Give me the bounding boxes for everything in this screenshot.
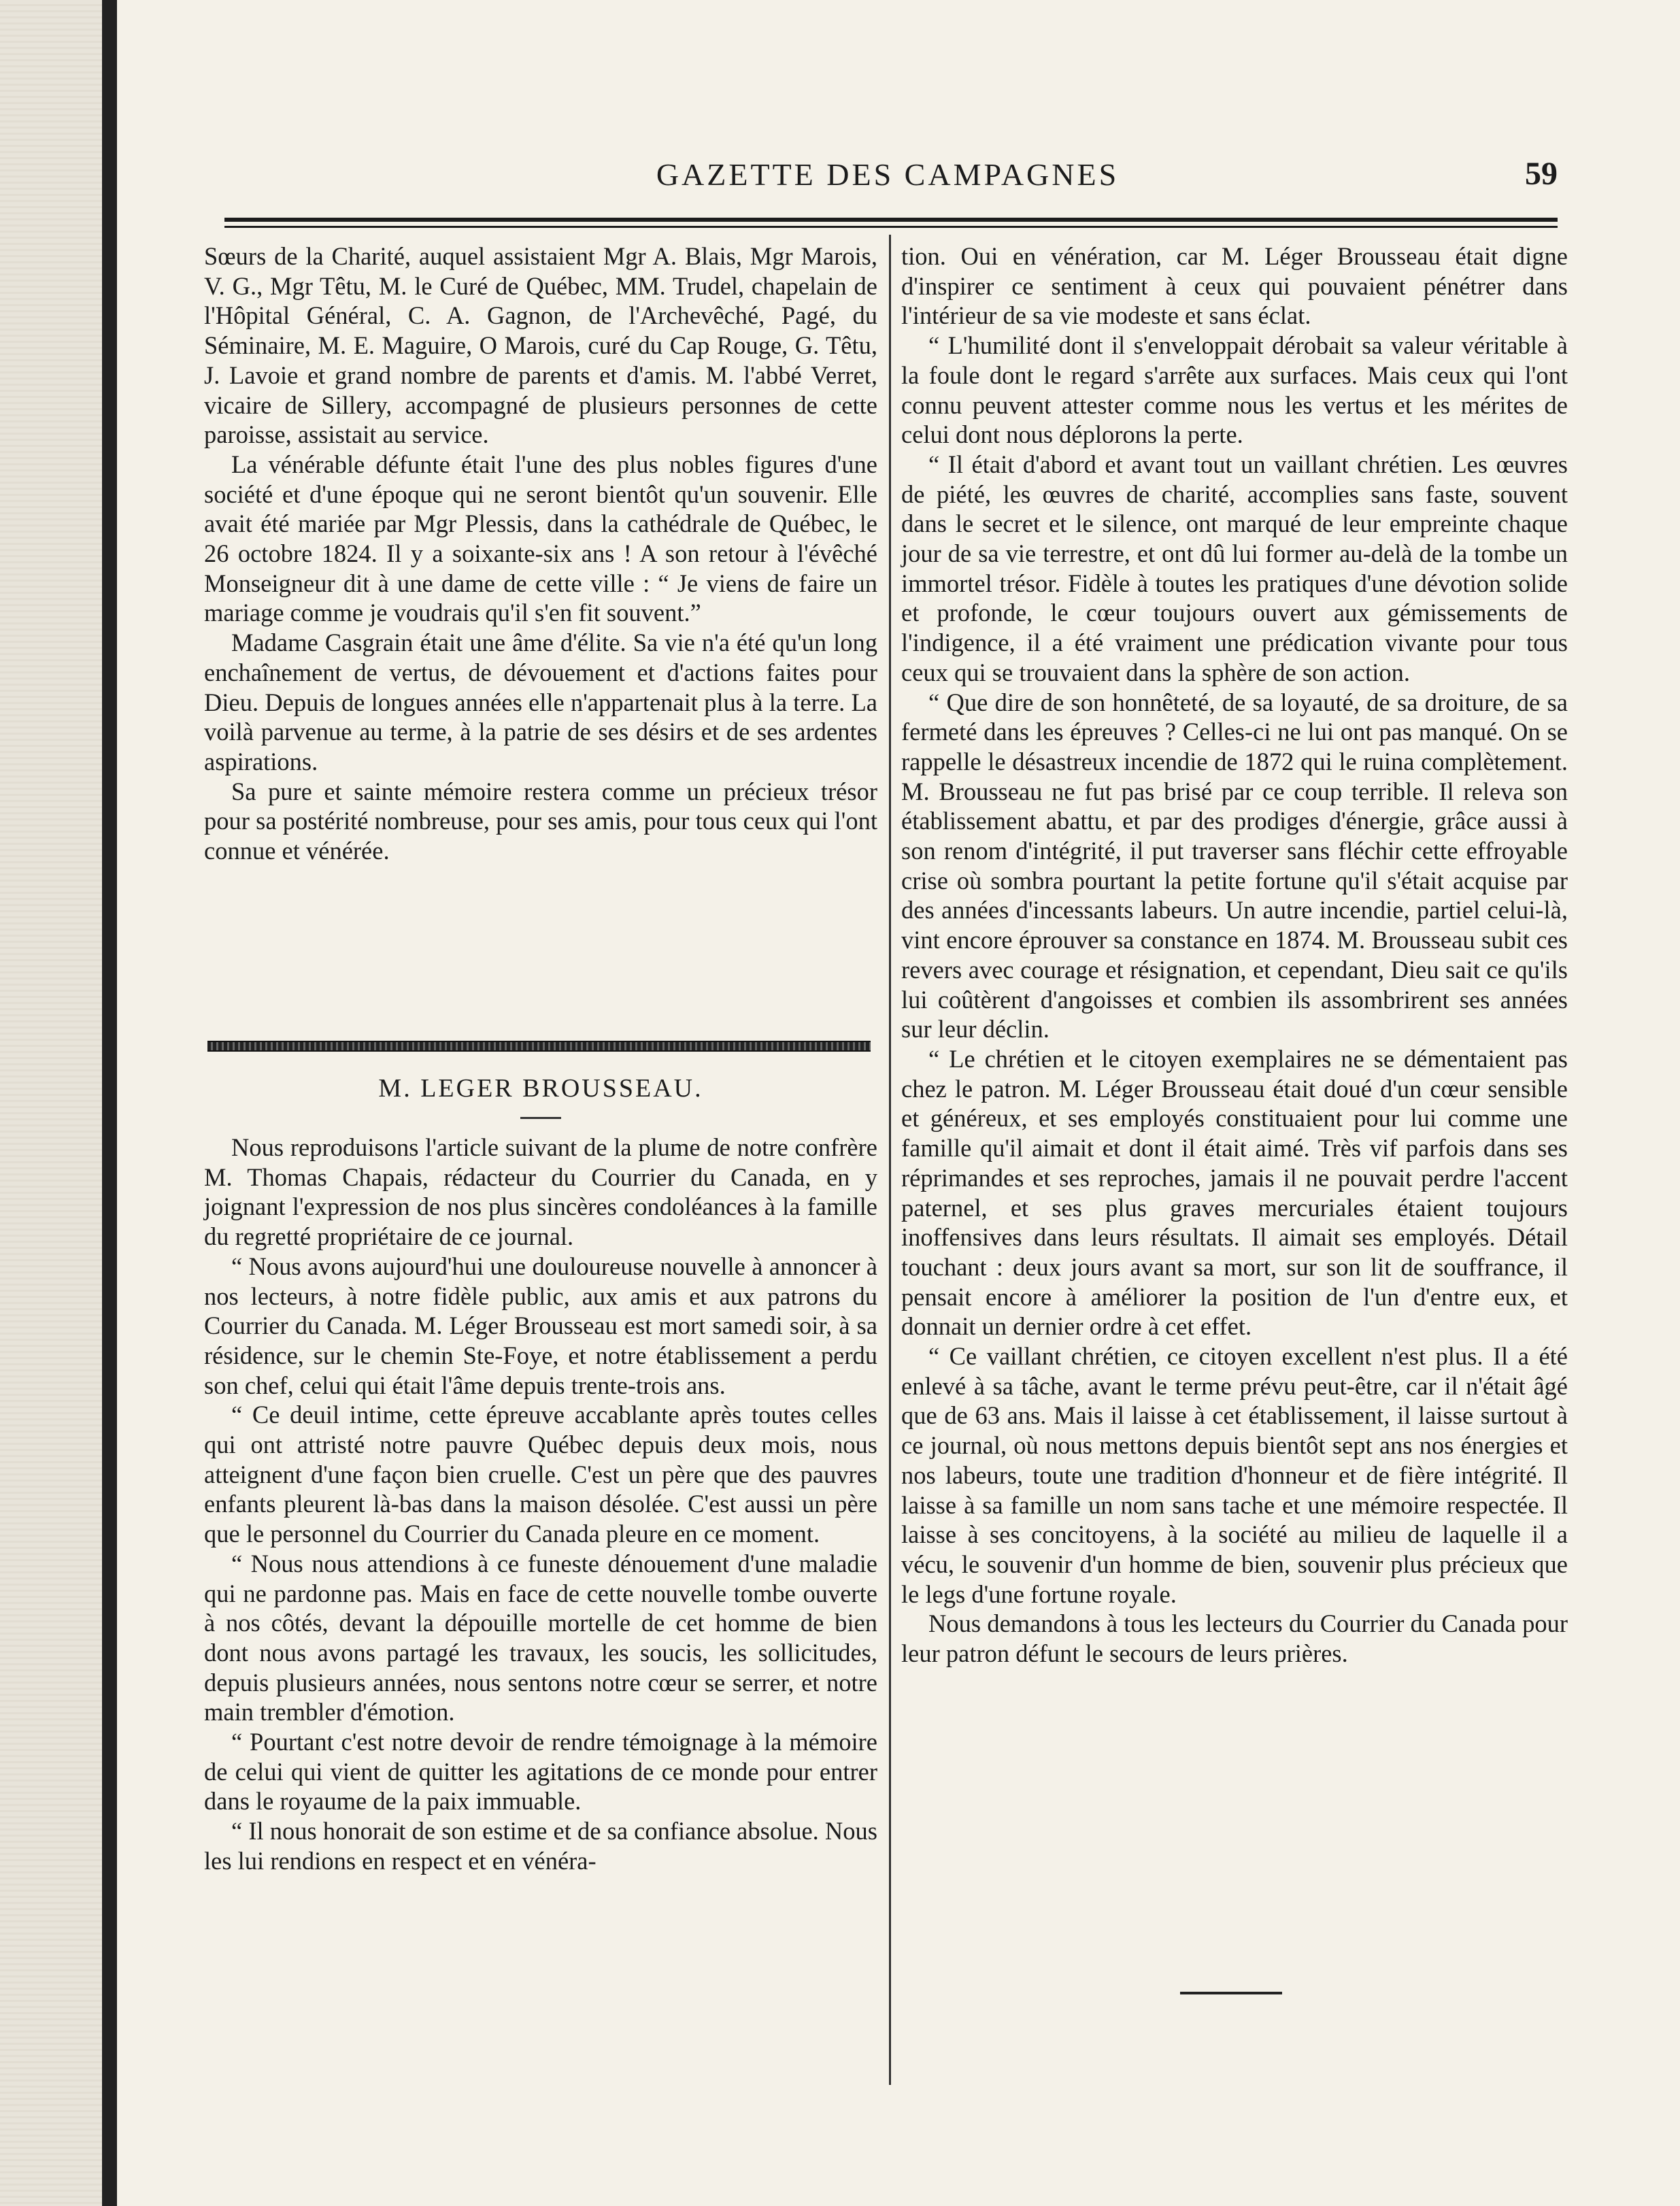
paragraph: “ Il nous honorait de son estime et de sa confiance absolue. Nous les lui rendions en respect et en vénéra-: [204, 1817, 877, 1875]
right-column: [901, 241, 1568, 1669]
paragraph: tion. Oui en vénération, car M. Léger Brousseau était digne d'inspirer ce sentiment à ceux qui pouvaient pénétrer dans l'intérieur de sa vie modeste et sans éclat.: [901, 242, 1568, 330]
paragraph: “ Ce deuil intime, cette épreuve accablante après toutes celles qui ont attristé notre pauvre Québec depuis deux mois, nous atteignent d'une façon bien cruelle. C'est un père que des pauvres enfants pleurent là-bas dans la maison désolée. C'est aussi un père que le personnel du Courrier du Canada pleure en ce moment.: [204, 1401, 877, 1548]
paragraph: Sa pure et sainte mémoire restera comme un précieux trésor pour sa postérité nombreuse, pour ses amis, pour tous ceux qui l'ont connue et vénérée.: [204, 777, 877, 865]
paragraph: Madame Casgrain était une âme d'élite. Sa vie n'a été qu'un long enchaînement de vertus, de dévouement et d'actions faites pour Dieu. Depuis de longues années elle n'appartenait plus à la terre. La voilà parvenue au terme, à la patrie de ses désirs et de ses ardentes aspirations.: [204, 629, 877, 775]
column-divider: [889, 235, 891, 2085]
paragraph: La vénérable défunte était l'une des plus nobles figures d'une société et d'une époque qui ne seront bientôt qu'un souvenir. Elle avait été mariée par Mgr Plessis, dans la cathédrale de Québec, le 26 octobre 1824. Il y a soixante-six ans ! A son retour à l'évêché Monseigneur dit à une dame de cette ville : “ Je viens de faire un mariage comme je voudrais qu'il s'en fit souvent.”: [204, 450, 877, 627]
left-column-top: [204, 241, 877, 866]
paragraph: Sœurs de la Charité, auquel assistaient Mgr A. Blais, Mgr Marois, V. G., Mgr Têtu, M. le Curé de Québec, MM. Trudel, chapelain de l'Hôpital Général, C. A. Gagnon, de l'Archevêché, Pagé, du Séminaire, M. E. Maguire, O Marois, curé du Cap Rouge, G. Têtu, J. Lavoie et grand nombre de parents et d'amis. M. l'abbé Verret, vicaire de Sillery, accompagné de plusieurs personnes de cette paroisse, assistait au service.: [204, 242, 877, 449]
paragraph: Nous demandons à tous les lecteurs du Courrier du Canada pour leur patron défunt le secours de leurs prières.: [901, 1609, 1568, 1668]
section-divider: [207, 1041, 871, 1052]
paragraph: “ Que dire de son honnêteté, de sa loyauté, de sa droiture, de sa fermeté dans les épreuves ? Celles-ci ne lui ont pas manqué. On se rappelle le désastreux incendie de 1872 qui le ruina complètement. M. Brousseau ne fut pas brisé par ce coup terrible. Il releva son établissement abattu, et par des prodiges d'énergie, grâce aussi à son renom d'intégrité, il put traverser sans fléchir cette effroyable crise où sombra pourtant la petite fortune qu'il s'était acquise par des années d'incessants labeurs. Un autre incendie, partiel celui-là, vint encore éprouver sa constance en 1874. M. Brousseau subit ces revers avec courage et résignation, et cependant, Dieu sait ce qu'ils lui coûtèrent d'angoisses et combien ils assombrirent ses années sur leur déclin.: [901, 688, 1568, 1043]
article-heading: M. LEGER BROUSSEAU.: [378, 1074, 703, 1103]
heading-dash: [520, 1117, 561, 1119]
binding-shadow: [0, 0, 102, 2206]
paragraph: “ L'humilité dont il s'enveloppait dérobait sa valeur véritable à la foule dont le regard s'arrête aux surfaces. Mais ceux qui l'ont connu peuvent attester comme nous les vertus et les mérites de celui dont nous déplorons la perte.: [901, 331, 1568, 449]
paragraph: “ Le chrétien et le citoyen exemplaires ne se démentaient pas chez le patron. M. Léger Brousseau était doué d'un cœur sensible et généreux, et ses employés constituaient pour lui comme une famille qu'il aimait et dont il était aimé. Très vif parfois dans ses réprimandes et ses reproches, jamais il ne pouvait perdre l'accent paternel, et ses plus graves mercuriales étaient toujours inoffensives dans leurs résultats. Il aimait ses employés. Détail touchant : deux jours avant sa mort, sur son lit de souffrance, il pensait encore à améliorer la position de l'un d'entre eux, et donnait un dernier ordre à cet effet.: [901, 1044, 1568, 1341]
paragraph: “ Il était d'abord et avant tout un vaillant chrétien. Les œuvres de piété, les œuvres de charité, accomplies sans faste, souvent dans le secret et le silence, ont marqué de leur empreinte chaque jour de sa vie terrestre, et ont dû lui former au-delà de la tombe un immortel trésor. Fidèle à toutes les pratiques d'une dévotion solide et profonde, le cœur toujours ouvert aux gémissements de l'indigence, il a été vraiment une prédication vivante pour tous ceux qui se trouvaient dans la sphère de son action.: [901, 450, 1568, 686]
page-number: 59: [1525, 156, 1558, 192]
binding-edge: [102, 0, 117, 2206]
paragraph: “ Ce vaillant chrétien, ce citoyen excellent n'est plus. Il a été enlevé à sa tâche, avant le terme prévu peut-être, car il n'était âgé que de 63 ans. Mais il laisse à cet établissement, il laisse surtout à ce journal, où nous mettons depuis bientôt sept ans nos énergies et nos labeurs, toute une tradition d'honneur et de fière intégrité. Il laisse à sa famille un nom sans tache et une mémoire respectée. Il laisse à ses concitoyens, à la société au milieu de laquelle il a vécu, le souvenir d'un homme de bien, souvenir plus précieux que le legs d'une fortune royale.: [901, 1342, 1568, 1608]
end-rule: [1180, 1992, 1282, 1994]
page-header: [218, 143, 1558, 204]
header-rule: [224, 218, 1558, 228]
paragraph: Nous reproduisons l'article suivant de la plume de notre confrère M. Thomas Chapais, rédacteur du Courrier du Canada, en y joignant l'expression de nos plus sincères condoléances à la famille du regretté propriétaire de ce journal.: [204, 1133, 877, 1251]
left-column-bottom: [204, 1133, 877, 1876]
publication-title: GAZETTE DES CAMPAGNES: [656, 157, 1120, 192]
paragraph: “ Nous avons aujourd'hui une douloureuse nouvelle à annoncer à nos lecteurs, à notre fidèle public, aux amis et aux patrons du Courrier du Canada. M. Léger Brousseau est mort samedi soir, à sa résidence, sur le chemin Ste-Foye, et notre établissement a perdu son chef, celui qui était l'âme depuis trente-trois ans.: [204, 1252, 877, 1399]
paragraph: “ Nous nous attendions à ce funeste dénouement d'une maladie qui ne pardonne pas. Mais en face de cette nouvelle tombe ouverte à nos côtés, devant la dépouille mortelle de cet homme de bien dont nous avons partagé les travaux, les soucis, les sollicitudes, depuis plusieurs années, nous sentons notre cœur se serrer, et notre main trembler d'émotion.: [204, 1549, 877, 1726]
paragraph: “ Pourtant c'est notre devoir de rendre témoignage à la mémoire de celui qui vient de quitter les agitations de ce monde pour entrer dans le royaume de la paix immuable.: [204, 1728, 877, 1816]
